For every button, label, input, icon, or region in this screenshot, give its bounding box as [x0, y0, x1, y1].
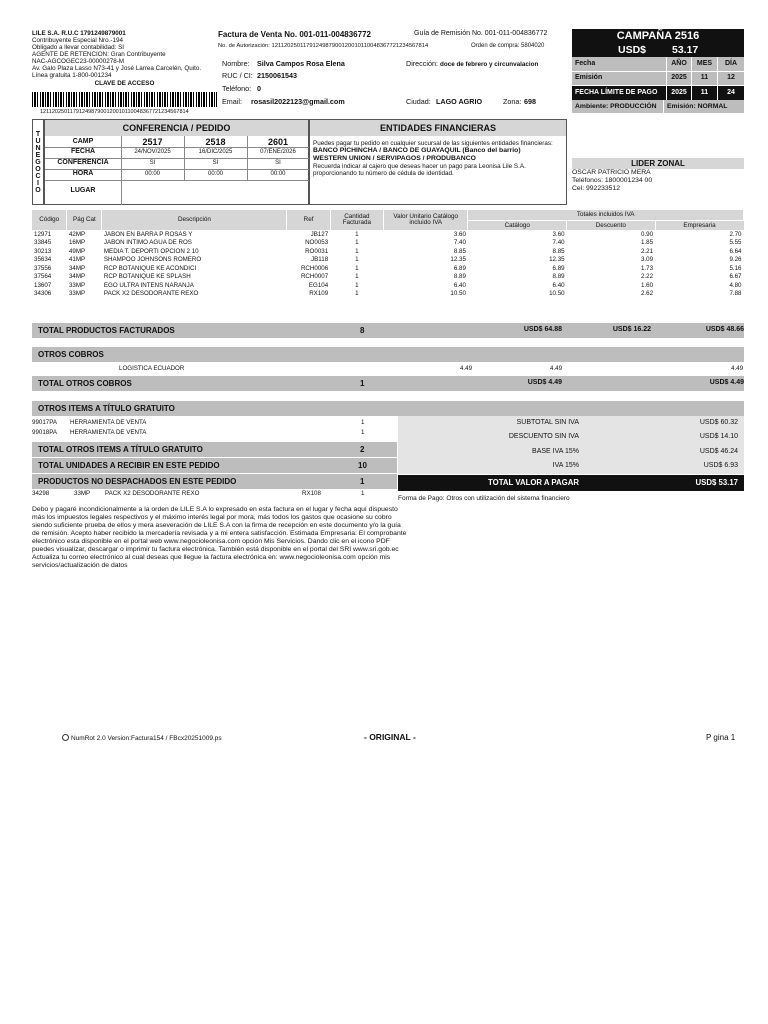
total-otros-cobros-catalogo: USD$ 4.49 [527, 379, 562, 387]
cell-codigo: 34306 [34, 290, 52, 298]
cell-catalogo: 7.40 [552, 239, 565, 247]
total-row [398, 419, 744, 433]
col-totales: Totales incluidos IVA [468, 210, 744, 220]
row-label-fecha: FECHA [70, 148, 96, 155]
col-descuento: Descuento [567, 220, 655, 230]
total-otros-cobros-bar [32, 376, 744, 391]
customer-city: LAGO AGRIO [436, 97, 483, 106]
table-row [32, 247, 744, 256]
nombre-label: Nombre: [222, 59, 250, 68]
cell-cant: 1 [355, 273, 359, 281]
cell-ref: EG104 [308, 281, 329, 289]
total-label: IVA 15% [552, 462, 579, 469]
cell-vuc: 6.40 [453, 281, 466, 289]
emision-anio: 2025 [667, 72, 692, 85]
cell-codigo: 35634 [34, 256, 52, 264]
table-row [32, 256, 744, 265]
cell-empresaria: 7.88 [729, 290, 742, 298]
cell-catalogo: 3.60 [552, 230, 565, 238]
email-label: Email: [222, 97, 242, 106]
issuer-line: AGENTE DE RETENCION: Gran Contribuyente [32, 51, 166, 59]
campaign-currency: USD$ [618, 44, 647, 56]
authorization-number: No. de Autorización: 1211202501179124987900120010110048367721234567814 [218, 43, 429, 49]
row-label-lugar: LUGAR [70, 187, 96, 194]
cell-vuc: 8.85 [453, 247, 466, 255]
lider-name: OSCAR PATRICIO MERA [572, 169, 651, 176]
cell-cant: 1 [355, 264, 359, 272]
total-productos-descuento: USD$ 16.22 [612, 326, 651, 334]
pagar-value: USD$ 53.17 [695, 478, 738, 487]
barcode [32, 92, 217, 107]
cell-empresaria: 4.80 [729, 281, 742, 289]
cell-catalogo: 10.50 [549, 290, 565, 298]
issuer-line: NAC-AGCOGEC23-00000278-M [32, 58, 125, 66]
conf-conferencia: SI [212, 160, 219, 166]
direccion-label: Dirección: [406, 59, 438, 68]
footer-version-text: NumRot 2.0 Version:Factura154 / FBcx20251009.ps [71, 735, 222, 742]
cell-empresaria: 5.55 [729, 239, 742, 247]
no-desp-desc: PACK X2 DESODORANTE REXO [105, 490, 200, 497]
cell-ref: RO0031 [305, 247, 329, 255]
bank-line: BANCO PICHINCHA / BANCO DE GUAYAQUIL (Banco del barrio) [313, 147, 521, 155]
lider-phones: Teléfonos: 1800001234 00 [572, 176, 653, 184]
col-catalogo: Catálogo [468, 220, 567, 230]
lider-cel: Cel: 992233512 [572, 184, 620, 192]
no-desp-pag: 33MP [74, 490, 91, 497]
gratuito-code: 99018PA [32, 429, 57, 436]
total-otros-cobros-cant: 1 [360, 378, 365, 388]
cell-desc: SHAMPOO JOHNSONS ROMERO [103, 256, 202, 264]
conf-conferencia: SI [149, 160, 156, 166]
table-row [32, 281, 744, 290]
issuer-name: LILE S.A. R.U.C 1791249879001 [32, 30, 126, 37]
conf-hora: 00:00 [144, 171, 160, 177]
col-valor-unitario: Valor Unitario Catálogo incluido IVA [384, 210, 468, 230]
entidades-title: ENTIDADES FINANCIERAS [310, 120, 566, 136]
cell-cant: 1 [355, 230, 359, 238]
cell-pag: 41MP [68, 256, 86, 264]
total-gratuito-bar [32, 442, 397, 457]
cell-cant: 1 [355, 281, 359, 289]
tu-negocio-letter: C [35, 172, 41, 180]
cell-empresaria: 9.26 [729, 256, 742, 264]
logistica-vu: 4.49 [460, 365, 473, 372]
conferencia-pedido [44, 119, 309, 205]
cell-pag: 34MP [68, 273, 86, 281]
conf-fecha: 24/NOV/2025 [134, 149, 171, 155]
cell-catalogo: 6.40 [552, 281, 565, 289]
entidades-financieras [309, 119, 567, 205]
invoice-title: Factura de Venta No. 001-011-004836772 [218, 30, 371, 39]
total-unidades-value: 10 [358, 460, 367, 470]
cell-codigo: 37556 [34, 264, 52, 272]
cell-vuc: 10.50 [450, 290, 466, 298]
campaign-box [572, 29, 744, 113]
access-key-number: 1211202501179124987900120010110048367721234567814 [40, 109, 189, 115]
cell-codigo: 13607 [34, 281, 52, 289]
fecha-label: Fecha [572, 57, 667, 71]
limite-label: FECHA LÍMITE DE PAGO [572, 86, 667, 100]
total-productos-catalogo: USD$ 64.88 [523, 326, 562, 334]
cell-descuento: 3.09 [640, 256, 654, 264]
emision-mes: 11 [692, 72, 718, 85]
cell-pag: 49MP [68, 247, 86, 255]
cell-vuc: 8.89 [453, 273, 466, 281]
issuer-line: Av. Galo Plaza Lasso N73-41 y José Larrea Carcelén, Quito. [32, 65, 202, 73]
col-empresaria: Empresaria [655, 220, 743, 230]
emision-tipo: Emisión: NORMAL [667, 102, 728, 110]
gratuito-desc: HERRAMIENTA DE VENTA [70, 429, 147, 436]
cell-ref: NO0053 [305, 239, 329, 247]
col-cantidad: Cantidad Facturada [330, 210, 383, 230]
campaign-amount: 53.17 [672, 44, 699, 56]
emision-label: Emisión [572, 72, 667, 85]
total-value: USD$ 60.32 [699, 419, 738, 426]
logistica-item: LOGISTICA ECUADOR [119, 365, 185, 372]
cell-catalogo: 8.85 [552, 247, 565, 255]
cell-empresaria: 6.64 [729, 247, 742, 255]
cell-pag: 34MP [68, 264, 86, 272]
cell-codigo: 12971 [34, 230, 52, 238]
totals-box [398, 416, 744, 474]
anio-label: AÑO [667, 57, 692, 71]
tu-negocio-letter: O [35, 165, 41, 173]
gratuito-cant: 1 [361, 419, 365, 426]
total-otros-cobros-empresaria: USD$ 4.49 [709, 379, 744, 387]
total-label: BASE IVA 15% [532, 448, 579, 455]
cell-pag: 33MP [68, 290, 86, 298]
tu-negocio-letter: T [35, 130, 41, 138]
gratuito-cant: 1 [361, 429, 365, 436]
telefono-label: Teléfono: [222, 84, 252, 93]
gratuito-bar [32, 401, 744, 416]
cell-pag: 33MP [68, 281, 86, 289]
entidades-intro: Puedes pagar tu pedido en cualquier sucursal de las siguientes entidades financieras: [313, 140, 553, 147]
issuer-line: Obligado a llevar contabilidad: SI [32, 44, 125, 52]
cell-cant: 1 [355, 256, 359, 264]
tu-negocio-letter: G [35, 158, 41, 166]
logistica-empresaria: 4.49 [731, 365, 744, 372]
cell-pag: 42MP [68, 230, 86, 238]
col-descripcion: Descripción [102, 210, 287, 230]
guia-remision: Guía de Remisión No. 001-011-004836772 [414, 30, 548, 37]
cell-descuento: 2.21 [640, 247, 654, 255]
cell-codigo: 33845 [34, 239, 52, 247]
cell-vuc: 6.89 [453, 264, 466, 272]
tu-negocio-letter: U [35, 137, 41, 145]
cell-pag: 16MP [68, 239, 86, 247]
cell-empresaria: 2.70 [729, 230, 742, 238]
cell-catalogo: 8.89 [552, 273, 565, 281]
cell-empresaria: 6.67 [729, 273, 742, 281]
table-row [32, 230, 744, 239]
ciudad-label: Ciudad: [406, 97, 431, 106]
ruc-label: RUC / CI: [222, 71, 253, 80]
no-despachados-bar [32, 474, 397, 489]
cell-cant: 1 [355, 290, 359, 298]
access-key-label: CLAVE DE ACCESO [94, 80, 155, 88]
total-productos-cant: 8 [360, 325, 365, 335]
footer-version [62, 734, 222, 742]
total-productos-empresaria: USD$ 48.66 [705, 326, 744, 334]
table-row [32, 264, 744, 273]
tu-negocio-letter: I [37, 179, 39, 187]
cell-cant: 1 [355, 239, 359, 247]
total-valor-pagar [398, 475, 744, 491]
gratuito-title: OTROS ITEMS A TÍTULO GRATUITO [38, 403, 175, 413]
customer-address: doce de febrero y circunvalacion [440, 61, 539, 68]
total-row [398, 462, 744, 476]
cell-catalogo: 12.35 [549, 256, 565, 264]
cell-ref: RCH0007 [300, 273, 329, 281]
total-productos-label: TOTAL PRODUCTOS FACTURADOS [38, 325, 175, 335]
no-despachados-value: 1 [360, 476, 365, 486]
gratuito-desc: HERRAMIENTA DE VENTA [70, 419, 147, 426]
no-despachados-label: PRODUCTOS NO DESPACHADOS EN ESTE PEDIDO [38, 476, 237, 486]
lider-title: LIDER ZONAL [572, 158, 744, 169]
conf-camp: 2518 [205, 137, 226, 147]
footer-page: P gina 1 [706, 733, 736, 742]
lider-zonal [572, 158, 744, 205]
table-row [32, 273, 744, 282]
limite-mes: 11 [692, 86, 718, 100]
ambiente: Ambiente: PRODUCCIÓN [572, 100, 664, 113]
cell-codigo: 37564 [34, 273, 52, 281]
row-label-conferencia: CONFERENCIA [57, 159, 109, 166]
customer-zone: 698 [524, 97, 536, 106]
cell-vuc: 7.40 [453, 239, 466, 247]
cell-descuento: 1.85 [640, 239, 654, 247]
zona-label: Zona: [503, 97, 522, 106]
cell-ref: JB127 [310, 230, 329, 238]
cell-desc: RCP BOTANIQUE KE ACONDICI [103, 264, 197, 272]
issuer-line: Línea gratuita 1-800-001234 [32, 72, 112, 80]
total-unidades-label: TOTAL UNIDADES A RECIBIR EN ESTE PEDIDO [38, 460, 220, 470]
gratuito-code: 99017PA [32, 419, 57, 426]
conf-hora: 00:00 [207, 171, 223, 177]
conferencia-title: CONFERENCIA / PEDIDO [45, 120, 308, 136]
total-gratuito-label: TOTAL OTROS ITEMS A TÍTULO GRATUITO [38, 444, 203, 454]
info-icon [62, 734, 69, 741]
total-row [398, 448, 744, 462]
pagar-label: TOTAL VALOR A PAGAR [488, 478, 579, 487]
cell-cant: 1 [355, 247, 359, 255]
row-label-hora: HORA [72, 170, 94, 177]
cell-desc: RCP BOTANIQUE KE SPLASH [103, 273, 191, 281]
cell-desc: PACK X2 DESODORANTE REXO [103, 290, 199, 298]
total-value: USD$ 6.93 [703, 462, 738, 469]
tu-negocio-letter: E [35, 151, 41, 159]
col-codigo: Código [32, 210, 67, 230]
issuer-line: Contribuyente Especial Nro.-194 [32, 37, 124, 45]
total-label: SUBTOTAL SIN IVA [516, 419, 579, 426]
row-label-camp: CAMP [72, 138, 94, 145]
otros-cobros-title: OTROS COBROS [38, 349, 104, 359]
cell-desc: JABON INTIMO AGUA DE ROS [103, 239, 192, 247]
cell-ref: JB118 [311, 256, 329, 264]
forma-pago: Forma de Pago: Otros con utilización del sistema financiero [398, 495, 570, 502]
cell-desc: EGO ULTRA INTENS NARANJA [103, 281, 194, 289]
cell-catalogo: 6.89 [552, 264, 565, 272]
issuer-block [32, 30, 217, 87]
cell-vuc: 12.35 [450, 256, 466, 264]
cell-descuento: 1.60 [640, 281, 654, 289]
logistica-catalogo: 4.49 [550, 365, 563, 372]
cell-ref: RCH0006 [300, 264, 329, 272]
total-otros-cobros-label: TOTAL OTROS COBROS [38, 378, 132, 388]
total-value: USD$ 46.24 [699, 448, 738, 455]
dia-label: DÍA [724, 59, 738, 67]
total-label: DESCUENTO SIN IVA [508, 433, 579, 440]
limite-anio: 2025 [667, 86, 692, 100]
bank-line: WESTERN UNION / SERVIPAGOS / PRODUBANCO [313, 155, 476, 163]
limite-dia: 24 [727, 88, 735, 96]
customer-phone: 0 [257, 84, 261, 93]
orden-compra: Orden de compra: 5804020 [471, 43, 545, 49]
no-desp-code: 34298 [32, 490, 50, 497]
total-gratuito-value: 2 [360, 444, 365, 454]
cell-vuc: 3.60 [453, 230, 466, 238]
customer-email: rosasil2022123@gmail.com [251, 97, 345, 106]
conf-fecha: 16/DIC/2025 [198, 149, 233, 155]
total-productos-bar [32, 323, 744, 338]
col-ref: Ref [287, 210, 330, 230]
cell-descuento: 2.62 [640, 290, 654, 298]
no-desp-ref: RX108 [302, 490, 321, 497]
customer-ruc: 2150061543 [257, 71, 297, 80]
footer-original: - ORIGINAL - [364, 732, 416, 742]
no-desp-cant: 1 [361, 490, 365, 497]
cell-codigo: 30213 [34, 247, 52, 255]
tu-negocio-letter: N [35, 144, 41, 152]
emision-dia: 12 [727, 74, 735, 82]
tu-negocio-label [32, 119, 44, 205]
entidades-note: Recuerda indicar al cajero que deseas hacer un pago para Leonisa Lile S.A. proporcionando tu número de cédula de identidad. [313, 162, 526, 178]
total-value: USD$ 14.10 [699, 433, 738, 440]
cell-descuento: 1.73 [640, 264, 654, 272]
cell-descuento: 0.90 [640, 230, 654, 238]
col-pag: Pág Cat [67, 210, 102, 230]
legal-text: Debo y pagaré incondicionalmente a la orden de LILE S.A lo expresado en esta factura en el lugar y fecha aquí dispuesto más los impuestos legales respectivos y el máximo interés legal por mora, más todos los gastos que ocasione su cobro siendo suficiente prueba de ellos y mera aseveración de LILE S.A con la firma de recepción en este documento y/o la guía de remisión. Acepto haber recibido la mercadería revisada y a mi entera satisfacción. Estimada Empresaria: El comprobante electrónico esta disponible en el portal web www.negocioleonisa.com opción Mis Servicios. Dando clic en el icono PDF puedes visualizar, descargar o imprimir tu factura electrónica. También está disponible en el portal del SRI www.sri.gob.ec Actualiza tu correo electrónico al cual deseas que llegue la factura electrónica en: www.negocioleonisa.com opción mis servicios/actualización de datos [32, 506, 407, 570]
table-row [32, 239, 744, 248]
cell-desc: JABON EN BARRA P ROSAS Y [103, 230, 193, 238]
cell-ref: RX109 [309, 290, 329, 298]
conf-camp: 2601 [267, 137, 289, 147]
cell-descuento: 2.22 [640, 273, 654, 281]
conf-hora: 00:00 [270, 171, 286, 177]
mes-label: MES [692, 57, 718, 71]
tu-negocio-letter: O [35, 186, 41, 194]
total-row [398, 433, 744, 447]
items-table [32, 210, 744, 298]
table-row [32, 290, 744, 299]
cell-empresaria: 5.16 [729, 264, 742, 272]
cell-desc: MEDIA T. DEPORTI OPCION 2 10 [103, 247, 199, 255]
conf-fecha: 07/ENE/2026 [260, 149, 296, 155]
campaign-title: CAMPAÑA 2516 [616, 30, 700, 42]
total-unidades-bar [32, 458, 397, 473]
conf-camp: 2517 [142, 137, 163, 147]
otros-cobros-bar [32, 347, 744, 362]
conf-conferencia: SI [275, 160, 281, 166]
customer-name: Silva Campos Rosa Elena [257, 59, 345, 68]
